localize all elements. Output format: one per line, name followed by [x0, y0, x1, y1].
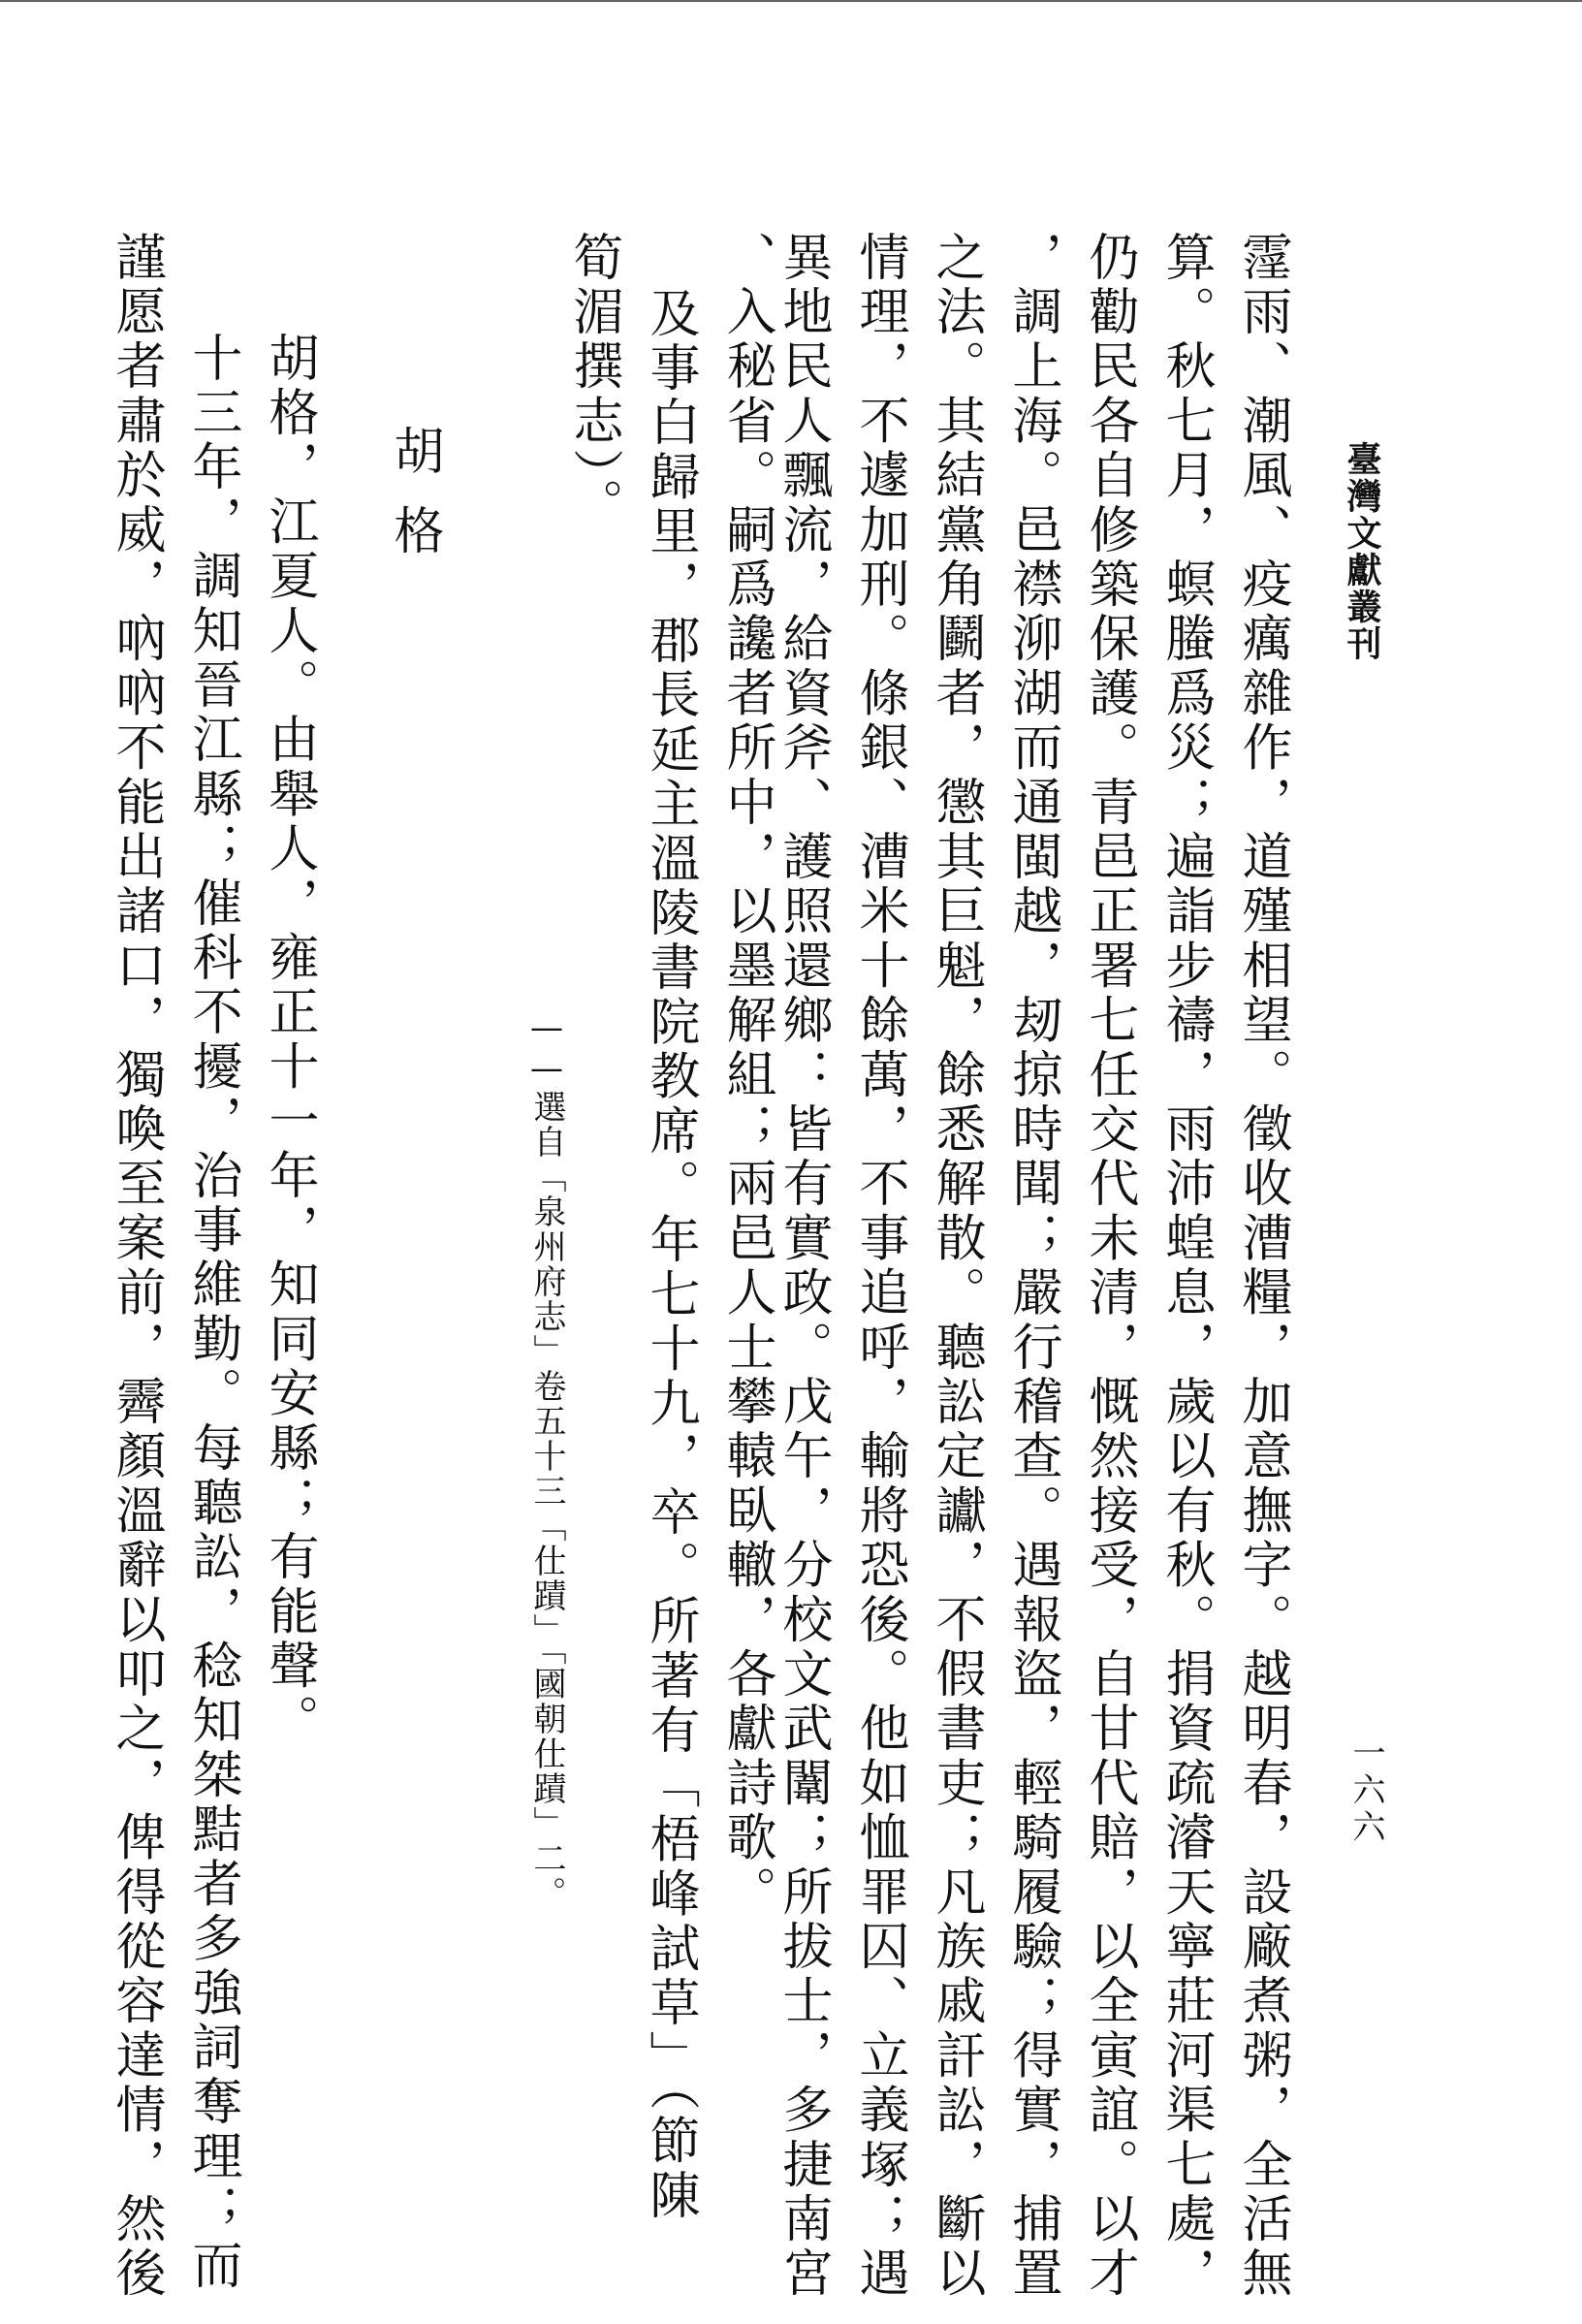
- running-header-title: 臺灣文獻叢刊: [1342, 441, 1382, 662]
- text-column: 十三年，調知晉江縣；催科不擾，治事維勤。每聽訟，稔知桀黠者多強詞奪理；而: [183, 332, 241, 2294]
- text-column: 胡格，江夏人。由舉人，雍正十一年，知同安縣；有能聲。: [260, 332, 318, 1749]
- text-column: 情理，不遽加刑。條銀、漕米十餘萬，不事追呼，輸將恐後。他如恤罪囚、立義塚；遇: [850, 231, 908, 2302]
- text-column: ，調上海。邑襟泖湖而通閩越，刼掠時聞；嚴行稽查。遇報盜，輕騎履驗；得實，捕置: [1003, 231, 1061, 2302]
- page-number: 一六六: [1346, 1735, 1385, 1846]
- text-column: 、入秘省。嗣爲讒者所中，以墨解組；兩邑人士攀轅臥轍，各獻詩歌。: [717, 231, 775, 1921]
- text-column: 謹愿者肅於威，吶吶不能出諸口，獨喚至案前，霽顏溫辭以叩之，俾得從容達情，然後: [107, 231, 165, 2302]
- text-column: 異地民人飄流，給資斧、護照還鄉：皆有實政。戊午，分校文武闈；所拔士，多捷南宮: [774, 231, 832, 2302]
- section-heading: 胡格: [385, 425, 443, 584]
- text-column: 仍勸民各自修築保護。青邑正署七任交代未清，慨然接受，自甘代賠，以全寅誼。以才: [1080, 231, 1138, 2302]
- text-column: 之法。其結黨角鬬者，懲其巨魁，餘悉解散。聽訟定讞，不假書吏；凡族戚訐訟，斷以: [927, 231, 985, 2302]
- text-column: 霪雨、潮風、疫癘雜作，道殣相望。徵收漕糧，加意撫字。越明春，設廠煮粥，全活無: [1233, 231, 1291, 2302]
- text-column: 算。秋七月，螟螣爲災；遍詣步禱，雨沛蝗息，歲以有秋。捐資疏濬天寧莊河渠七處，: [1156, 231, 1215, 2302]
- source-citation: ——選自「泉州府志」卷五十三「仕蹟」「國朝仕蹟」二。: [527, 1008, 566, 1911]
- top-border-rule: [0, 0, 1582, 2]
- text-column: 及事白歸里，郡長延主溫陵書院教席。年七十九，卒。所著有「梧峰試草」（節陳: [641, 287, 699, 2224]
- text-column: 筍湄撰志）。: [564, 231, 622, 533]
